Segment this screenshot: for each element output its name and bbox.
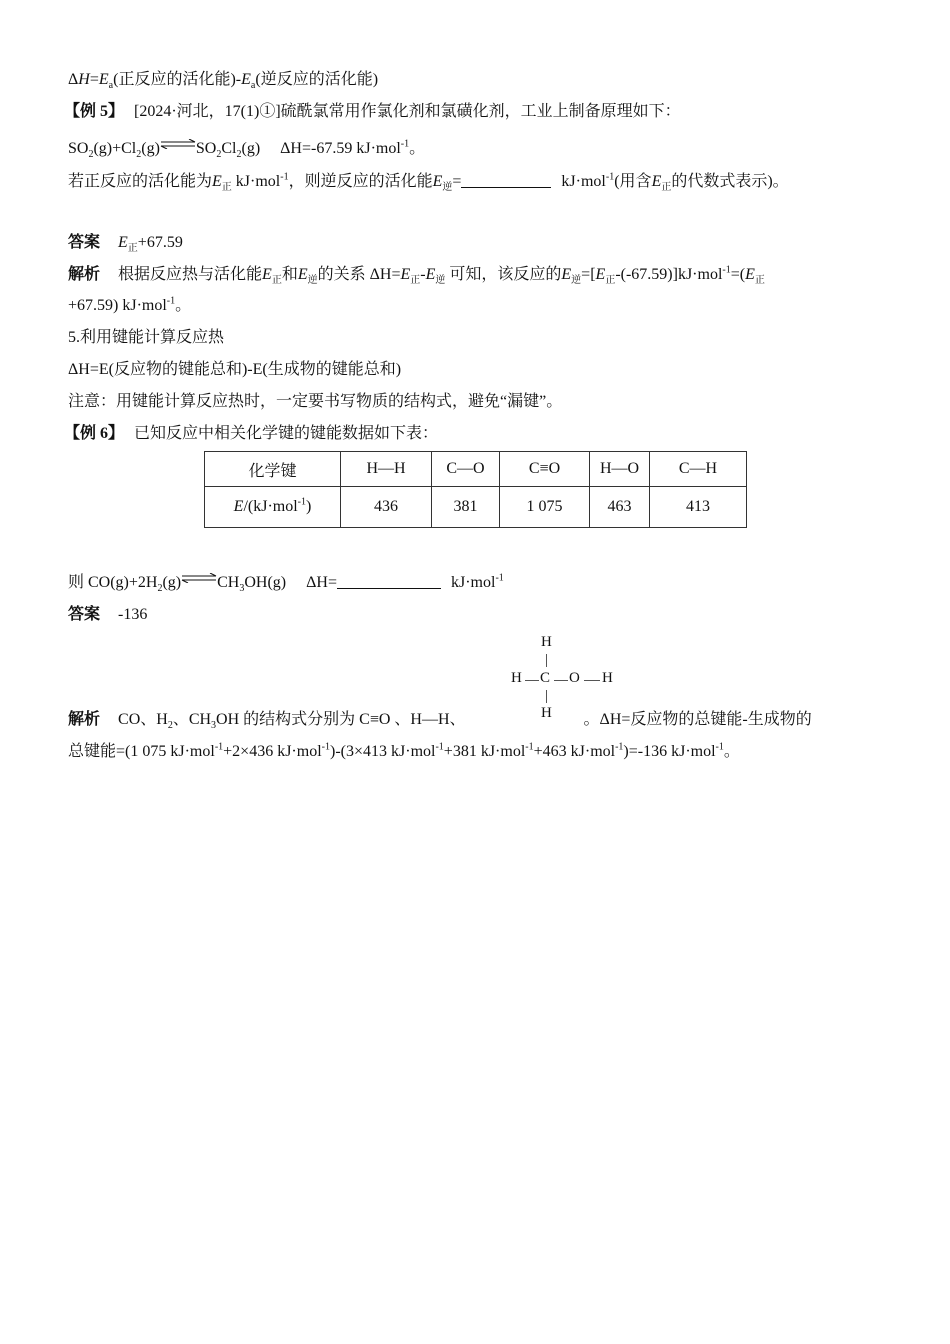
example6-question: 则 $CO(g)+2H_2(g)$ $CH_3OH(g)$ ΔH= kJ·mol$^{-1}$	[68, 572, 504, 595]
example6-answer: 答案 -136	[68, 606, 148, 623]
table-header-row	[205, 452, 747, 487]
example5-equation: $SO_2(g)+Cl_2(g)$ $SO_2Cl_2(g)$ ΔH=-67.59 kJ·mol$^{-1}$。	[68, 138, 426, 161]
example6-analysis-line2: 总键能=(1 075 kJ·mol$^{-1}$+2×436 kJ·mol$^{-1}$)-(3×413 kJ·mol$^{-1}$+381 kJ·mol$^{-1}$+463 kJ·mol$^{-1}$)=-136 kJ·mol$^{-1}$。	[68, 741, 740, 760]
table-header-cell: H—O	[590, 452, 650, 487]
example5-question: 若正反应的活化能为$E_正$ kJ·mol$^{-1}$，则逆反应的活化能$E_逆= kJ\cdot mol^{-1}$(用含$E_正$的代数式表示)。	[68, 171, 789, 194]
table-cell: 381	[432, 487, 500, 528]
example5-tag: 【例 5】	[64, 103, 125, 120]
section5-note: 注意：用键能计算反应热时，一定要书写物质的结构式，避免“漏键”。	[68, 393, 563, 410]
example6-analysis-line1: 解析 CO、$H_2$、$CH_3OH$ 的结构式分别为 C≡O 、H—H、 。ΔH=反应物的总键能-生成物的	[68, 711, 812, 732]
example5-answer: 答案 $E_正+67.59$	[68, 234, 183, 255]
activation-energy-formula: $\Delta H=E_a$(正反应的活化能)$-E_a$(逆反应的活化能)	[68, 71, 379, 92]
answer-blank[interactable]	[461, 171, 551, 188]
table-row-label: E/(kJ·mol$^{-1}$)	[205, 487, 341, 528]
table-header-cell: H—H	[341, 452, 432, 487]
equilibrium-arrow-icon	[181, 573, 217, 583]
table-header-label: 化学键	[205, 452, 341, 487]
table-cell: 1 075	[500, 487, 590, 528]
example6-tag: 【例 6】	[64, 425, 125, 442]
section5-title: 5.利用键能计算反应热	[68, 329, 225, 346]
bond-energy-table	[204, 451, 747, 528]
table-header-cell: C—O	[432, 452, 500, 487]
equilibrium-arrow-icon	[160, 139, 196, 149]
bond-energy-formula: ΔH=E(反应物的键能总和)-E(生成物的键能总和)	[68, 361, 402, 378]
table-cell: 463	[590, 487, 650, 528]
example5-analysis-line1: 解析 根据反应热与活化能$E_正$和$E_逆$的关系 $\Delta H=E_正-E_逆$ 可知，该反应的$E_逆=[E_正-(-67.59)]kJ\cdot mol^{-1}=(E_正$	[68, 264, 765, 287]
table-header-cell: C≡O	[500, 452, 590, 487]
example5-analysis-line2: +67.59) kJ·mol$^{-1}$。	[68, 295, 192, 314]
methanol-structure-diagram: H H C O H H	[511, 634, 613, 721]
table-header-cell: C—H	[650, 452, 747, 487]
answer-blank[interactable]	[337, 572, 441, 589]
table-cell: 413	[650, 487, 747, 528]
table-cell: 436	[341, 487, 432, 528]
example6-heading: 【例 6】 已知反应中相关化学键的键能数据如下表：	[64, 425, 439, 442]
example5-heading: 【例 5】 [2024·河北，17(1)①]硫酰氯常用作氯化剂和氯磺化剂，工业上制备原理如下：	[64, 103, 681, 120]
table-row	[205, 487, 747, 528]
